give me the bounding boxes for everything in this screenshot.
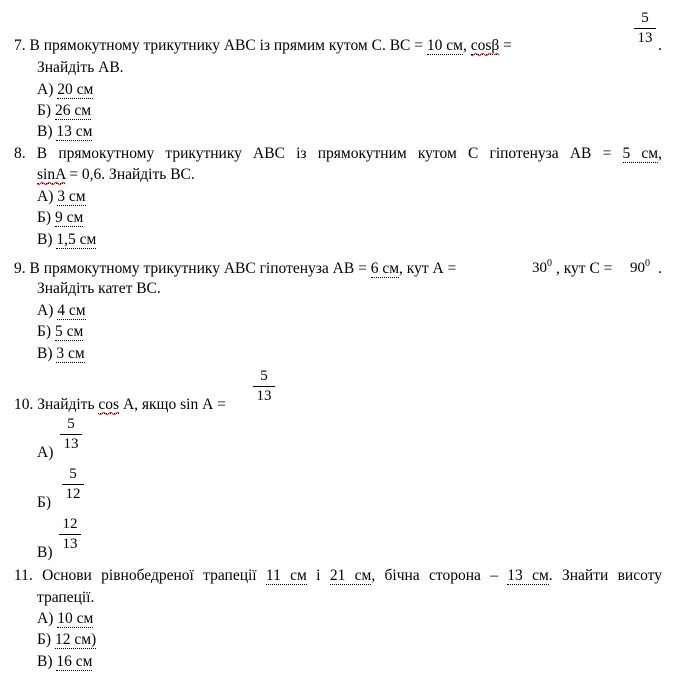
q9-period: . xyxy=(658,260,662,277)
q7-cos: cosβ xyxy=(470,37,500,54)
q8-option-c xyxy=(37,230,96,250)
q9-angle-a-value: 30 xyxy=(532,260,547,276)
q10-fraction-bar xyxy=(253,386,275,387)
q7-fraction xyxy=(634,10,656,46)
q10-option-a-denominator: 13 xyxy=(63,436,79,452)
q8-option-c-value: 1,5 см xyxy=(56,231,97,248)
q10-cos: cos xyxy=(98,396,120,413)
q7-line-2: Знайдіть АВ. xyxy=(37,59,124,76)
q7-option-a-label: А) xyxy=(37,81,58,98)
q8-option-a-label: А) xyxy=(37,188,58,205)
q9-option-c-value: 3 см xyxy=(56,345,85,362)
q9-angle-c-value: 90 xyxy=(630,260,645,276)
q11-side-value: 13 см xyxy=(507,567,549,584)
q9-line-2: Знайдіть катет ВС. xyxy=(37,280,161,297)
q8-option-b-value: 9 см xyxy=(54,209,84,226)
q10-option-c-denominator: 13 xyxy=(62,536,78,552)
q10-fraction xyxy=(253,368,275,404)
q10-option-a-fraction xyxy=(60,416,82,452)
q9-angle-a-text: , кут А = xyxy=(399,260,457,277)
q9-angle-a xyxy=(532,256,552,276)
q11-option-b xyxy=(37,630,96,650)
q9-option-b xyxy=(37,322,83,342)
q8-option-b-label: Б) xyxy=(37,209,55,226)
q11-text: 11. Основи рівнобедреної трапеції xyxy=(14,567,266,584)
q7-line-1 xyxy=(14,36,512,56)
q7-text: 7. В прямокутному трикутнику АВС із прямим кутом С. ВС = xyxy=(14,37,427,54)
q8-line-2 xyxy=(37,165,195,185)
q9-text: 9. В прямокутному трикутнику АВС гіпотенуза АВ = xyxy=(14,260,371,277)
q9-option-a xyxy=(37,301,86,321)
q10-fraction-numerator: 5 xyxy=(260,368,268,384)
q10-option-b-bar xyxy=(62,484,84,485)
q11-option-c xyxy=(37,652,92,672)
q7-sep: , xyxy=(462,37,471,54)
q11-option-b-value: 12 см) xyxy=(54,631,97,648)
q7-option-a xyxy=(37,80,93,100)
q9-option-a-label: А) xyxy=(37,302,58,319)
q8-option-c-label: В) xyxy=(37,231,57,248)
q7-option-c xyxy=(37,122,92,142)
q9-option-b-label: Б) xyxy=(37,323,55,340)
q10-text-2: А, якщо sin А = xyxy=(119,396,226,413)
q10-option-c-numerator: 12 xyxy=(62,516,78,532)
q10-option-b-numerator: 5 xyxy=(69,466,77,482)
q10-option-c-fraction xyxy=(59,516,81,552)
q11-option-c-label: В) xyxy=(37,653,57,670)
q9-angle-c-degree: 0 xyxy=(645,258,650,269)
q8-line-1 xyxy=(14,144,662,164)
q11-and: і xyxy=(306,567,330,584)
q10-option-b-fraction xyxy=(62,466,84,502)
q10-option-b-denominator: 12 xyxy=(65,486,81,502)
q8-sin: sinA xyxy=(37,166,66,183)
q7-option-b xyxy=(37,101,91,121)
q11-base-2: 21 см xyxy=(329,567,372,584)
q11-side-text: , бічна сторона – xyxy=(371,567,508,584)
q11-base-1: 11 см xyxy=(265,567,307,584)
q8-option-a-value: 3 см xyxy=(57,188,86,205)
q9-option-b-value: 5 см xyxy=(54,323,84,340)
q11-option-a xyxy=(37,609,93,629)
q9-angle-a-degree: 0 xyxy=(547,258,552,269)
q10-option-a-numerator: 5 xyxy=(67,416,75,432)
q10-text: 10. Знайдіть xyxy=(14,396,99,413)
q8-text: 8. В прямокутному трикутнику АВС із прямокутним кутом С гіпотенуза АВ = xyxy=(14,145,623,162)
q11-option-a-label: А) xyxy=(37,610,58,627)
q9-line-1 xyxy=(14,259,456,279)
q10-fraction-denominator: 13 xyxy=(256,388,272,404)
q11-task: . Знайти висоту xyxy=(548,567,662,584)
q11-line-2: трапеції. xyxy=(37,589,95,606)
q10-option-a-bar xyxy=(60,434,82,435)
q8-option-a xyxy=(37,187,86,207)
q7-option-a-value: 20 см xyxy=(57,81,94,98)
q7-fraction-numerator: 5 xyxy=(641,10,649,26)
q8-line-2-rest: = 0,6. Знайдіть ВС. xyxy=(65,166,195,183)
q8-option-b xyxy=(37,208,83,228)
q10-option-a-label: А) xyxy=(37,444,54,461)
q11-line-1 xyxy=(14,566,662,586)
q9-option-c xyxy=(37,344,85,364)
q7-option-c-label: В) xyxy=(37,123,57,140)
q10-option-c-label: В) xyxy=(37,544,53,561)
q7-fraction-bar xyxy=(634,28,656,29)
q7-option-b-label: Б) xyxy=(37,102,55,119)
q10-option-c-bar xyxy=(59,534,81,535)
q11-option-a-value: 10 см xyxy=(57,610,94,627)
q8-comma: , xyxy=(658,145,662,162)
q9-option-a-value: 4 см xyxy=(57,302,86,319)
q7-period: . xyxy=(658,37,662,54)
q9-angle-c-text: , кут С = xyxy=(556,260,613,277)
q11-option-b-label: Б) xyxy=(37,631,55,648)
q9-ab-value: 6 см xyxy=(370,260,400,277)
q10-option-b-label: Б) xyxy=(37,494,52,511)
q7-bc-value: 10 см xyxy=(426,37,463,54)
q10-line-1 xyxy=(14,395,226,415)
q11-option-c-value: 16 см xyxy=(56,653,93,670)
q7-option-b-value: 26 см xyxy=(54,102,92,119)
q8-ab-value: 5 см xyxy=(622,145,659,162)
q7-fraction-denominator: 13 xyxy=(637,30,653,46)
q9-angle-c xyxy=(630,256,650,276)
q7-option-c-value: 13 см xyxy=(56,123,93,140)
q7-eq: = xyxy=(499,37,512,54)
q9-option-c-label: В) xyxy=(37,345,57,362)
